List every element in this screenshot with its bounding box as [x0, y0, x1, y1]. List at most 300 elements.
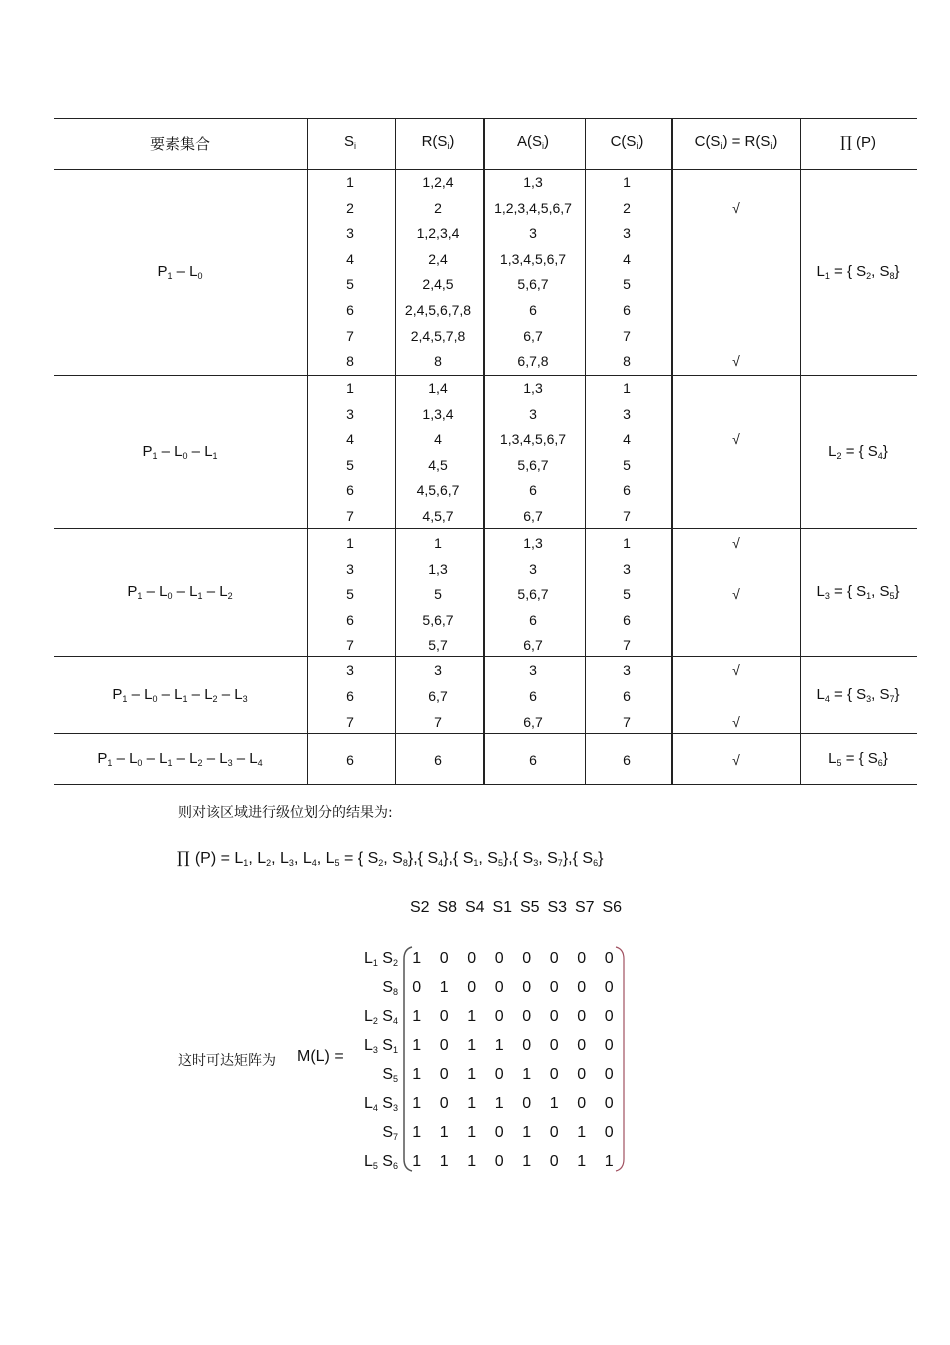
text-part: S	[377, 1095, 393, 1112]
matrix-cell: 0	[494, 1124, 504, 1141]
text-part: S	[382, 979, 393, 996]
column-divider	[483, 118, 485, 784]
cell-a: 6	[529, 302, 537, 318]
subscript: 0	[137, 757, 143, 768]
cell-c: 3	[623, 662, 631, 678]
matrix-cell: 0	[577, 1095, 587, 1112]
subscript: 4	[824, 693, 830, 704]
text-part: , S	[871, 685, 890, 703]
cell-a: 6,7	[523, 327, 543, 344]
text-part: – L	[142, 749, 168, 767]
matrix-row-label	[338, 950, 398, 968]
subscript: 0	[197, 271, 203, 281]
cell-r: 1,2,3,4	[416, 225, 460, 242]
subscript: 1	[167, 271, 173, 281]
matrix-brackets	[398, 945, 638, 1185]
text-part: – L	[112, 749, 138, 767]
subscript: 5	[334, 858, 340, 868]
cell-si: 5	[346, 456, 354, 473]
subscript: 1	[182, 693, 188, 704]
table-header-line	[54, 169, 917, 170]
matrix-cell: 1	[549, 1095, 559, 1112]
cell-c: 3	[623, 405, 631, 422]
group-separator-line	[54, 375, 917, 376]
table-top-line	[54, 118, 917, 119]
matrix-cell: 0	[604, 1066, 614, 1083]
matrix-cell: 1	[412, 1037, 422, 1054]
cell-c: 5	[623, 586, 631, 602]
column-divider	[671, 118, 673, 784]
matrix-cell: 0	[439, 1037, 449, 1054]
subscript: 1	[824, 271, 830, 281]
group-label-5	[97, 750, 262, 768]
cell-si: 6	[346, 688, 354, 704]
subscript: 2	[197, 757, 203, 768]
cell-r: 2,4,5,7,8	[410, 327, 466, 344]
header-reachability-set	[422, 133, 455, 151]
subscript: 1	[197, 591, 203, 601]
text-part: , S	[871, 263, 890, 280]
subscript: 7	[392, 1132, 398, 1142]
matrix-column-header: S1	[492, 899, 513, 916]
subscript: 5	[836, 757, 842, 768]
matrix-cell: 0	[549, 1066, 559, 1083]
subscript: 1	[866, 591, 872, 601]
matrix-cell: 1	[412, 950, 422, 967]
cell-check: √	[732, 353, 740, 370]
subscript: 1	[122, 693, 128, 704]
cell-check: √	[732, 586, 740, 602]
matrix-cell: 0	[467, 979, 477, 996]
subscript: 8	[392, 987, 398, 997]
cell-c: 6	[623, 302, 631, 318]
cell-a: 1,3,4,5,6,7	[499, 250, 567, 267]
column-divider	[800, 118, 801, 784]
text-part: , L	[271, 850, 289, 867]
matrix-cell: 0	[494, 979, 504, 996]
cell-r: 2	[434, 199, 442, 216]
cell-si: 4	[346, 431, 354, 448]
header-common-set	[611, 133, 644, 151]
matrix-cell: 0	[577, 950, 587, 967]
matrix-cell: 1	[439, 979, 449, 996]
matrix-column-header: S2	[409, 899, 430, 916]
matrix-cell: 0	[522, 950, 532, 967]
subscript: 2	[212, 693, 218, 704]
text-part: C(S	[610, 133, 637, 150]
cell-a: 5,6,7	[517, 456, 549, 473]
cell-c: 6	[623, 482, 631, 499]
text-part: = { S	[841, 442, 878, 460]
matrix-cell: 1	[577, 1124, 587, 1141]
group-result-1	[816, 263, 899, 281]
cell-c: 7	[623, 637, 631, 653]
text-part: , L	[293, 850, 312, 867]
cell-check: √	[732, 199, 740, 216]
subscript: 2	[378, 858, 384, 868]
group-label-2	[142, 443, 217, 461]
cell-si: 8	[346, 353, 354, 370]
text-part: = { S	[841, 749, 878, 767]
subscript: 1	[243, 858, 249, 868]
cell-check: √	[732, 535, 740, 551]
subscript: i	[770, 141, 773, 151]
matrix-cell: 1	[467, 1153, 477, 1170]
text-part: ) = R(S	[722, 133, 771, 150]
cell-si: 6	[346, 611, 354, 628]
text-part: )	[449, 133, 455, 150]
text-part: L	[363, 1153, 373, 1170]
cell-r: 2,4	[428, 250, 448, 267]
subscript: 5	[497, 858, 503, 868]
matrix-cell: 0	[522, 1037, 532, 1054]
matrix-cell: 1	[522, 1153, 532, 1170]
text-part: },{ S	[443, 850, 474, 867]
group-label-1	[157, 263, 202, 281]
text-part: )	[638, 133, 644, 150]
cell-c: 7	[623, 508, 631, 524]
matrix-cell: 0	[522, 1095, 532, 1112]
cell-check: √	[732, 662, 740, 678]
matrix-row-label	[338, 1095, 398, 1113]
matrix-intro-text: 这时可达矩阵为	[178, 1053, 276, 1069]
cell-si: 1	[346, 380, 354, 396]
matrix-column-header: S3	[547, 899, 568, 916]
text-part: L	[816, 685, 825, 703]
cell-r: 2,4,5,6,7,8	[404, 302, 472, 318]
cell-a: 1,3,4,5,6,7	[499, 431, 567, 448]
subscript: 1	[137, 591, 143, 601]
text-part: },{ S	[407, 850, 439, 867]
subscript: 4	[257, 757, 263, 768]
group-separator-line	[54, 528, 917, 529]
cell-si: 3	[346, 662, 354, 678]
cell-si: 1	[346, 535, 354, 551]
matrix-row-label	[338, 979, 398, 997]
text-part: – L	[157, 442, 183, 460]
matrix-cell: 0	[604, 979, 614, 996]
subscript: 0	[167, 591, 173, 601]
text-part: – L	[232, 749, 258, 767]
cell-r: 1,3,4	[422, 405, 454, 422]
text-part: C(S	[694, 133, 721, 150]
subscript: 3	[533, 858, 539, 868]
text-part: L	[816, 263, 825, 280]
group-result-3	[816, 583, 899, 601]
group-result-2	[828, 443, 888, 461]
text-part: }	[894, 263, 900, 280]
text-part: (P) = L	[194, 850, 244, 867]
cell-a: 3	[529, 405, 537, 422]
text-part: S	[343, 133, 355, 150]
text-part: P	[97, 749, 108, 767]
cell-si: 6	[346, 302, 354, 318]
matrix-cell: 0	[412, 979, 422, 996]
text-part: 要素集合	[149, 136, 211, 153]
text-part: S	[377, 1008, 393, 1025]
text-part: )	[544, 133, 550, 150]
text-part: P	[142, 442, 153, 460]
cell-r: 5	[434, 586, 442, 602]
matrix-cell: 1	[522, 1066, 532, 1083]
cell-r: 4,5,7	[422, 508, 454, 524]
cell-a: 5,6,7	[517, 586, 549, 602]
matrix-row-label	[338, 1008, 398, 1026]
matrix-cell: 0	[467, 950, 477, 967]
subscript: 1	[212, 450, 218, 461]
matrix-name: M(L) =	[297, 1048, 344, 1065]
subscript: i	[636, 141, 639, 151]
subscript: 2	[836, 450, 842, 461]
group-separator-line	[54, 656, 917, 657]
cell-si: 5	[346, 586, 354, 602]
matrix-cell: 0	[577, 979, 587, 996]
pi-symbol: ∏	[839, 133, 852, 151]
subscript: 8	[889, 271, 895, 281]
pi-argument: (P)	[851, 134, 877, 151]
cell-a: 6,7	[523, 637, 543, 653]
matrix-cell: 1	[412, 1153, 422, 1170]
cell-r: 6,7	[428, 688, 448, 704]
matrix-cell: 0	[549, 1124, 559, 1141]
cell-r: 5,6,7	[422, 611, 454, 628]
cell-c: 6	[623, 752, 631, 768]
text-part: },{ S	[502, 850, 534, 867]
subscript: 6	[877, 757, 883, 768]
matrix-cell: 0	[604, 950, 614, 967]
subscript: 4	[438, 858, 444, 868]
text-part: – L	[172, 583, 198, 600]
cell-a: 1,3	[523, 535, 543, 551]
matrix-cell: 0	[494, 1153, 504, 1170]
text-part: }	[598, 850, 604, 867]
cell-r: 1,3	[428, 560, 448, 577]
matrix-cell: 1	[412, 1066, 422, 1083]
subscript: i	[542, 141, 545, 151]
matrix-cell: 0	[549, 979, 559, 996]
text-part: , S	[538, 850, 558, 867]
cell-a: 3	[529, 225, 537, 242]
cell-c: 3	[623, 225, 631, 242]
subscript: 2	[866, 271, 872, 281]
group-label-3	[127, 583, 232, 601]
text-part: L	[816, 583, 825, 600]
matrix-cell: 0	[577, 1008, 587, 1025]
cell-si: 6	[346, 482, 354, 499]
text-part: – L	[202, 583, 228, 600]
matrix-cell: 0	[522, 979, 532, 996]
text-part: – L	[172, 263, 198, 280]
subscript: 5	[889, 591, 895, 601]
cell-c: 8	[623, 353, 631, 370]
text-part: }	[882, 749, 888, 767]
text-part: S	[377, 950, 393, 967]
text-part: , S	[478, 850, 498, 867]
matrix-cell: 1	[412, 1008, 422, 1025]
cell-r: 4,5,6,7	[416, 482, 460, 499]
cell-a: 6	[529, 752, 537, 768]
matrix-cell: 0	[604, 1124, 614, 1141]
matrix-cell: 1	[467, 1095, 477, 1112]
text-part: , L	[316, 850, 335, 867]
cell-a: 6	[529, 688, 537, 704]
text-part: – L	[202, 749, 228, 767]
matrix-cell: 1	[467, 1124, 477, 1141]
subscript: 4	[311, 858, 317, 868]
subscript: 2	[372, 1016, 378, 1026]
cell-c: 5	[623, 456, 631, 473]
header-condition	[695, 133, 778, 151]
cell-r: 4	[434, 431, 442, 448]
pi-symbol: ∏	[177, 848, 195, 867]
text-part: = { S	[829, 263, 867, 280]
subscript: 3	[227, 757, 233, 768]
text-part: S	[377, 1037, 393, 1054]
matrix-cell: 1	[439, 1153, 449, 1170]
subscript: i	[354, 141, 357, 151]
cell-si: 3	[346, 405, 354, 422]
header-partition	[840, 133, 876, 151]
text-part: P	[112, 685, 123, 703]
cell-r: 6	[434, 752, 442, 768]
subscript: 4	[877, 450, 883, 461]
matrix-cell: 0	[439, 1066, 449, 1083]
cell-c: 2	[623, 199, 631, 216]
cell-a: 3	[529, 662, 537, 678]
text-part: – L	[157, 685, 183, 703]
subscript: 3	[824, 591, 830, 601]
text-part: , S	[871, 583, 890, 600]
cell-c: 7	[623, 714, 631, 730]
matrix-cell: 1	[412, 1124, 422, 1141]
text-part: L	[363, 1008, 373, 1025]
matrix-cell: 1	[604, 1153, 614, 1170]
text-part: L	[363, 1037, 373, 1054]
cell-a: 6	[529, 482, 537, 499]
subscript: 7	[557, 858, 563, 868]
matrix-cell: 0	[439, 1095, 449, 1112]
cell-a: 6	[529, 611, 537, 628]
cell-r: 3	[434, 662, 442, 678]
matrix-cell: 1	[467, 1037, 477, 1054]
cell-r: 1,2,4	[422, 174, 454, 190]
cell-si: 7	[346, 637, 354, 653]
matrix-row-label	[338, 1066, 398, 1084]
cell-a: 3	[529, 560, 537, 577]
cell-c: 1	[623, 174, 631, 190]
cell-c: 1	[623, 380, 631, 396]
subscript: 3	[392, 1103, 398, 1113]
matrix-cell: 0	[577, 1066, 587, 1083]
text-part: }	[882, 442, 888, 460]
text-part: = { S	[829, 685, 867, 703]
cell-r: 4,5	[428, 456, 448, 473]
matrix-column-header: S7	[574, 899, 595, 916]
text-part: = { S	[339, 850, 379, 867]
matrix-cell: 0	[494, 950, 504, 967]
text-part: }	[894, 685, 900, 703]
matrix-cell: 0	[522, 1008, 532, 1025]
text-part: A(S	[516, 133, 543, 150]
cell-c: 4	[623, 250, 631, 267]
text-part: – L	[187, 685, 213, 703]
text-part: L	[363, 1095, 373, 1112]
right-bracket	[616, 947, 624, 1171]
text-part: R(S	[421, 133, 448, 150]
matrix-cell: 0	[549, 1153, 559, 1170]
group-separator-line	[54, 784, 917, 785]
matrix-cell: 0	[494, 1066, 504, 1083]
subscript: 2	[392, 958, 398, 968]
cell-c: 6	[623, 688, 631, 704]
cell-r: 7	[434, 714, 442, 730]
cell-a: 6,7	[523, 714, 543, 730]
text-part: – L	[127, 685, 153, 703]
cell-r: 1,4	[428, 380, 448, 396]
header-element-set	[150, 133, 210, 154]
matrix-cell: 1	[439, 1124, 449, 1141]
matrix-cell: 1	[467, 1008, 477, 1025]
text-part: }	[894, 583, 900, 600]
subscript: 4	[372, 1103, 378, 1113]
cell-r: 1	[434, 535, 442, 551]
matrix-cell: 0	[577, 1037, 587, 1054]
text-part: L	[363, 950, 373, 967]
subscript: 5	[372, 1161, 378, 1171]
cell-a: 1,3	[523, 174, 543, 190]
cell-c: 3	[623, 560, 631, 577]
matrix-column-header: S8	[437, 899, 458, 916]
text-part: S	[377, 1153, 393, 1170]
matrix-row-label	[338, 1124, 398, 1142]
subscript: i	[447, 141, 450, 151]
column-divider	[307, 118, 308, 784]
subscript: 6	[593, 858, 599, 868]
subscript: 7	[889, 693, 895, 704]
text-part: – L	[142, 583, 168, 600]
cell-si: 5	[346, 276, 354, 293]
cell-r: 2,4,5	[422, 276, 454, 293]
cell-si: 7	[346, 714, 354, 730]
text-part: , L	[248, 850, 267, 867]
column-divider	[395, 118, 396, 784]
matrix-cell: 1	[467, 1066, 477, 1083]
subscript: 5	[392, 1074, 398, 1084]
subscript: 4	[392, 1016, 398, 1026]
text-part: L	[828, 442, 837, 460]
cell-c: 1	[623, 535, 631, 551]
cell-a: 6,7	[523, 508, 543, 524]
matrix-cell: 0	[439, 950, 449, 967]
group-result-5	[828, 750, 888, 768]
matrix-column-header: S5	[519, 899, 540, 916]
cell-si: 1	[346, 174, 354, 190]
text-part: – L	[172, 749, 198, 767]
subscript: 1	[473, 858, 479, 868]
cell-c: 4	[623, 431, 631, 448]
subscript: 0	[182, 450, 188, 461]
subscript: 2	[266, 858, 272, 868]
cell-si: 6	[346, 752, 354, 768]
matrix-cell: 1	[494, 1037, 504, 1054]
matrix-cell: 1	[522, 1124, 532, 1141]
text-part: S	[382, 1066, 393, 1083]
matrix-cell: 0	[604, 1095, 614, 1112]
matrix-cell: 0	[604, 1037, 614, 1054]
cell-si: 3	[346, 225, 354, 242]
cell-si: 3	[346, 560, 354, 577]
level-partition-formula	[177, 848, 603, 868]
